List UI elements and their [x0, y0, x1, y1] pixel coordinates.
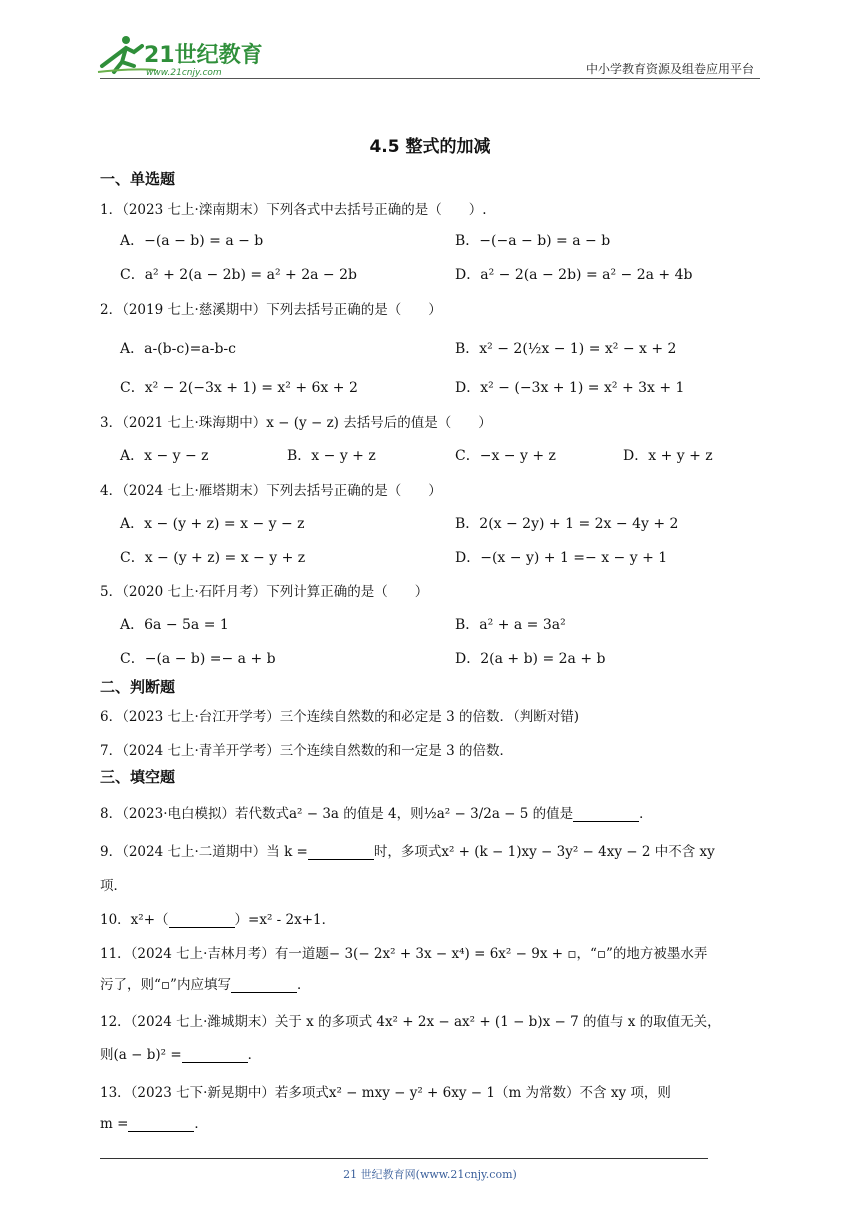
question-10-text-2: ）=x² - 2x+1．	[234, 912, 336, 928]
question-13-end: ．	[194, 1116, 208, 1132]
question-5-option-c: C．−(a − b) =− a + b	[120, 651, 276, 667]
section-heading-single-choice: 一、单选题	[100, 170, 176, 188]
question-9-continued: 项．	[100, 878, 127, 894]
question-9-text-2: 时，多项式x² + (k − 1)xy − 3y² − 4xy − 2 中不含 xy	[373, 844, 715, 860]
platform-name: 中小学教育资源及组卷应用平台	[585, 62, 754, 76]
question-7: 7．（2024 七上·青羊开学考）三个连续自然数的和一定是 3 的倍数．	[100, 743, 513, 759]
question-5-option-b: B．a² + a = 3a²	[455, 617, 566, 633]
question-1-stem: 1．（2023 七上·滦南期末）下列各式中去括号正确的是（ ）.	[100, 202, 487, 218]
question-12-line-2	[100, 1043, 261, 1063]
question-3-option-d: D．x + y + z	[623, 448, 713, 464]
question-1-option-c: C．a² + 2(a − 2b) = a² + 2a − 2b	[120, 267, 357, 283]
logo-icon	[96, 32, 266, 78]
answer-blank-8[interactable]	[573, 807, 639, 822]
question-12-end: ．	[247, 1047, 262, 1063]
page-title: 4.5 整式的加减	[369, 137, 491, 157]
question-2-stem: 2．（2019 七上·慈溪期中）下列去括号正确的是（ ）	[100, 302, 442, 318]
question-3-option-b: B．x − y + z	[287, 448, 376, 464]
question-2-option-a: A．a-(b-c)=a-b-c	[120, 341, 236, 357]
question-2-option-b: B．x² − 2(½x − 1) = x² − x + 2	[455, 341, 677, 357]
section-heading-fill-in: 三、填空题	[100, 768, 176, 786]
question-3-option-c: C．−x − y + z	[455, 448, 556, 464]
question-1-option-d: D．a² − 2(a − 2b) = a² − 2a + 4b	[455, 267, 693, 283]
header-divider	[100, 78, 760, 79]
question-3-stem: 3．（2021 七上·珠海期中）x − (y − z) 去括号后的值是（ ）	[100, 415, 492, 431]
question-11-end: ．	[296, 977, 311, 993]
question-8	[100, 802, 653, 822]
question-4-option-d: D．−(x − y) + 1 =− x − y + 1	[455, 550, 668, 566]
question-4-option-c: C．x − (y + z) = x − y + z	[120, 550, 306, 566]
question-11-line-1: 11．（2024 七上·吉林月考）有一道题− 3(− 2x² + 3x − x⁴) = 6x² − 9x + ▫，“▫”的地方被墨水弄	[100, 946, 708, 962]
logo-url: www.21cnjy.com	[146, 68, 222, 78]
question-5-option-a: A．6a − 5a = 1	[120, 617, 229, 633]
question-4-option-b: B．2(x − 2y) + 1 = 2x − 4y + 2	[455, 516, 679, 532]
answer-blank-13[interactable]	[128, 1117, 194, 1132]
question-10	[100, 908, 335, 928]
question-12-text: 则(a − b)² =	[100, 1047, 182, 1063]
question-2-option-c: C．x² − 2(−3x + 1) = x² + 6x + 2	[120, 380, 358, 396]
question-6: 6．（2023 七上·台江开学考）三个连续自然数的和必定是 3 的倍数．（判断对错)	[100, 709, 579, 725]
answer-blank-10[interactable]	[169, 913, 235, 928]
question-13-line-1: 13．（2023 七下·新晃期中）若多项式x² − mxy − y² + 6xy − 1（m 为常数）不含 xy 项，则	[100, 1085, 671, 1101]
question-2-option-d: D．x² − (−3x + 1) = x² + 3x + 1	[455, 380, 685, 396]
section-heading-true-false: 二、判断题	[100, 678, 176, 696]
question-13-text: m =	[100, 1116, 129, 1132]
footer-text: 21 世纪教育网(www.21cnjy.com)	[343, 1168, 517, 1181]
question-3-option-a: A．x − y − z	[120, 448, 209, 464]
answer-blank-12[interactable]	[182, 1048, 248, 1063]
footer-divider	[100, 1158, 708, 1159]
answer-blank-11[interactable]	[231, 978, 297, 993]
page-header	[96, 30, 764, 80]
question-9	[100, 840, 715, 860]
question-4-stem: 4．（2024 七上·雁塔期末）下列去括号正确的是（ ）	[100, 483, 442, 499]
question-1-option-b: B．−(−a − b) = a − b	[455, 233, 611, 249]
logo-text: 21世纪教育	[144, 43, 263, 68]
question-5-stem: 5．（2020 七上·石阡月考）下列计算正确的是（ ）	[100, 584, 429, 600]
question-11-line-2	[100, 973, 310, 993]
question-12-line-1: 12．（2024 七上·潍城期末）关于 x 的多项式 4x² + 2x − ax² + (1 − b)x − 7 的值与 x 的取值无关，	[100, 1014, 721, 1030]
question-8-text: 8．（2023·电白模拟）若代数式a² − 3a 的值是 4，则½a² − 3/2a − 5 的值是	[100, 806, 574, 822]
question-10-text-1: 10．x²+（	[100, 912, 169, 928]
answer-blank-9[interactable]	[308, 845, 374, 860]
question-4-option-a: A．x − (y + z) = x − y − z	[120, 516, 305, 532]
question-5-option-d: D．2(a + b) = 2a + b	[455, 651, 606, 667]
question-9-text-1: 9．（2024 七上·二道期中）当 k =	[100, 844, 308, 860]
question-8-end: ．	[639, 806, 653, 822]
question-1-option-a: A．−(a − b) = a − b	[120, 233, 264, 249]
question-11-text: 污了，则“▫”内应填写	[100, 977, 231, 993]
question-13-line-2	[100, 1112, 208, 1132]
